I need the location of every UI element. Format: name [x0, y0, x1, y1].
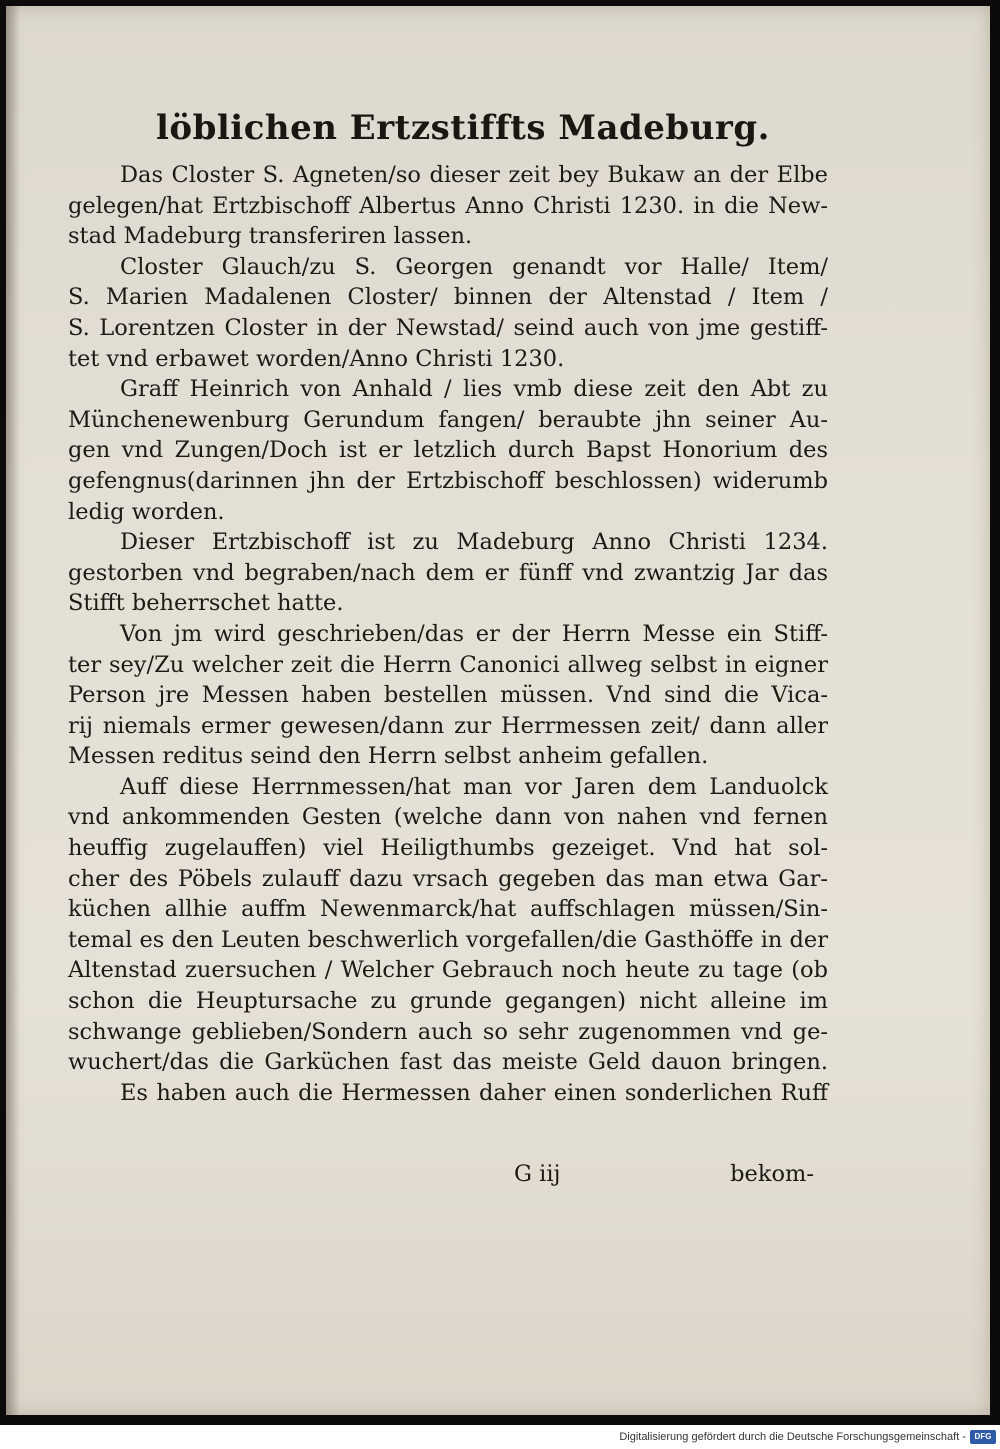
- catchword: bekom-: [730, 1161, 814, 1187]
- page-binding-shadow: [6, 6, 20, 1415]
- signature-mark: G iij: [514, 1161, 561, 1187]
- text-line: Dieser Ertzbischoff ist zu Madeburg Anno Christi 1234.: [120, 529, 828, 556]
- body-text: [68, 160, 828, 1108]
- text-line: heuffig zugelauffen) viel Heiligthumbs gezeiget. Vnd hat sol-: [68, 835, 828, 862]
- text-line: gestorben vnd begraben/nach dem er fünff vnd zwantzig Jar das: [68, 559, 828, 586]
- text-line: gen vnd Zungen/Doch ist er letzlich durch Bapst Honorium des: [68, 437, 828, 464]
- text-line: stad Madeburg transferiren lassen.: [68, 223, 473, 250]
- text-line: Das Closter S. Agneten/so dieser zeit bey Bukaw an der Elbe: [120, 162, 828, 188]
- digitization-footer: [0, 1425, 1000, 1449]
- text-line: Es haben auch die Hermessen daher einen sonderlichen Ruff: [120, 1079, 828, 1106]
- dfg-logo: DFG: [970, 1430, 996, 1444]
- text-line: Von jm wird geschrieben/das er der Herrn Messe ein Stiff-: [120, 620, 828, 647]
- text-line: Auff diese Herrnmessen/hat man vor Jaren dem Landuolck: [120, 773, 828, 800]
- text-line: wuchert/das die Garküchen fast das meiste Geld dauon bringen.: [68, 1049, 828, 1076]
- text-line: gefengnus(darinnen jhn der Ertzbischoff beschlossen) widerumb: [68, 467, 828, 494]
- text-line: S. Lorentzen Closter in der Newstad/ seind auch von jme gestiff-: [68, 314, 828, 341]
- text-line: schon die Heuptursache zu grunde gegangen) nicht alleine im: [68, 988, 828, 1015]
- funding-credit: Digitalisierung gefördert durch die Deutsche Forschungsgemeinschaft -: [619, 1431, 966, 1443]
- running-head: löblichen Ertzstiffts Madeburg.: [156, 108, 770, 148]
- text-line: cher des Pöbels zulauff dazu vrsach gegeben das man etwa Gar-: [68, 865, 828, 892]
- text-line: küchen allhie auffm Newenmarck/hat auffschlagen müssen/Sin-: [68, 896, 828, 923]
- text-line: Messen reditus seind den Herrn selbst anheim gefallen.: [68, 743, 709, 770]
- text-line: Closter Glauch/zu S. Georgen genandt vor Halle/ Item/: [120, 253, 828, 280]
- text-line: Graff Heinrich von Anhald / lies vmb diese zeit den Abt zu: [120, 376, 828, 403]
- text-line: temal es den Leuten beschwerlich vorgefallen/die Gasthöffe in der: [68, 926, 829, 953]
- text-line: tet vnd erbawet worden/Anno Christi 1230.: [68, 345, 565, 372]
- text-line: rij niemals ermer gewesen/dann zur Herrmessen zeit/ dann aller: [68, 712, 828, 739]
- text-line: ter sey/Zu welcher zeit die Herrn Canonici allweg selbst in eigner: [68, 651, 828, 678]
- signature-line: [514, 1158, 814, 1190]
- text-line: Münchenewenburg Gerundum fangen/ beraubte jhn seiner Au-: [68, 406, 828, 433]
- text-line: ledig worden.: [68, 498, 225, 525]
- text-line: schwange geblieben/Sondern auch so sehr zugenommen vnd ge-: [68, 1018, 828, 1045]
- text-line: Person jre Messen haben bestellen müssen. Vnd sind die Vica-: [68, 682, 828, 709]
- text-line: S. Marien Madalenen Closter/ binnen der Altenstad / Item /: [68, 284, 828, 311]
- text-line: gelegen/hat Ertzbischoff Albertus Anno Christi 1230. in die New-: [68, 192, 828, 219]
- text-line: Altenstad zuersuchen / Welcher Gebrauch noch heute zu tage (ob: [68, 957, 828, 984]
- text-line: Stifft beherrschet hatte.: [68, 590, 344, 617]
- book-page: [6, 6, 990, 1415]
- text-line: vnd ankommenden Gesten (welche dann von nahen vnd fernen: [68, 804, 828, 831]
